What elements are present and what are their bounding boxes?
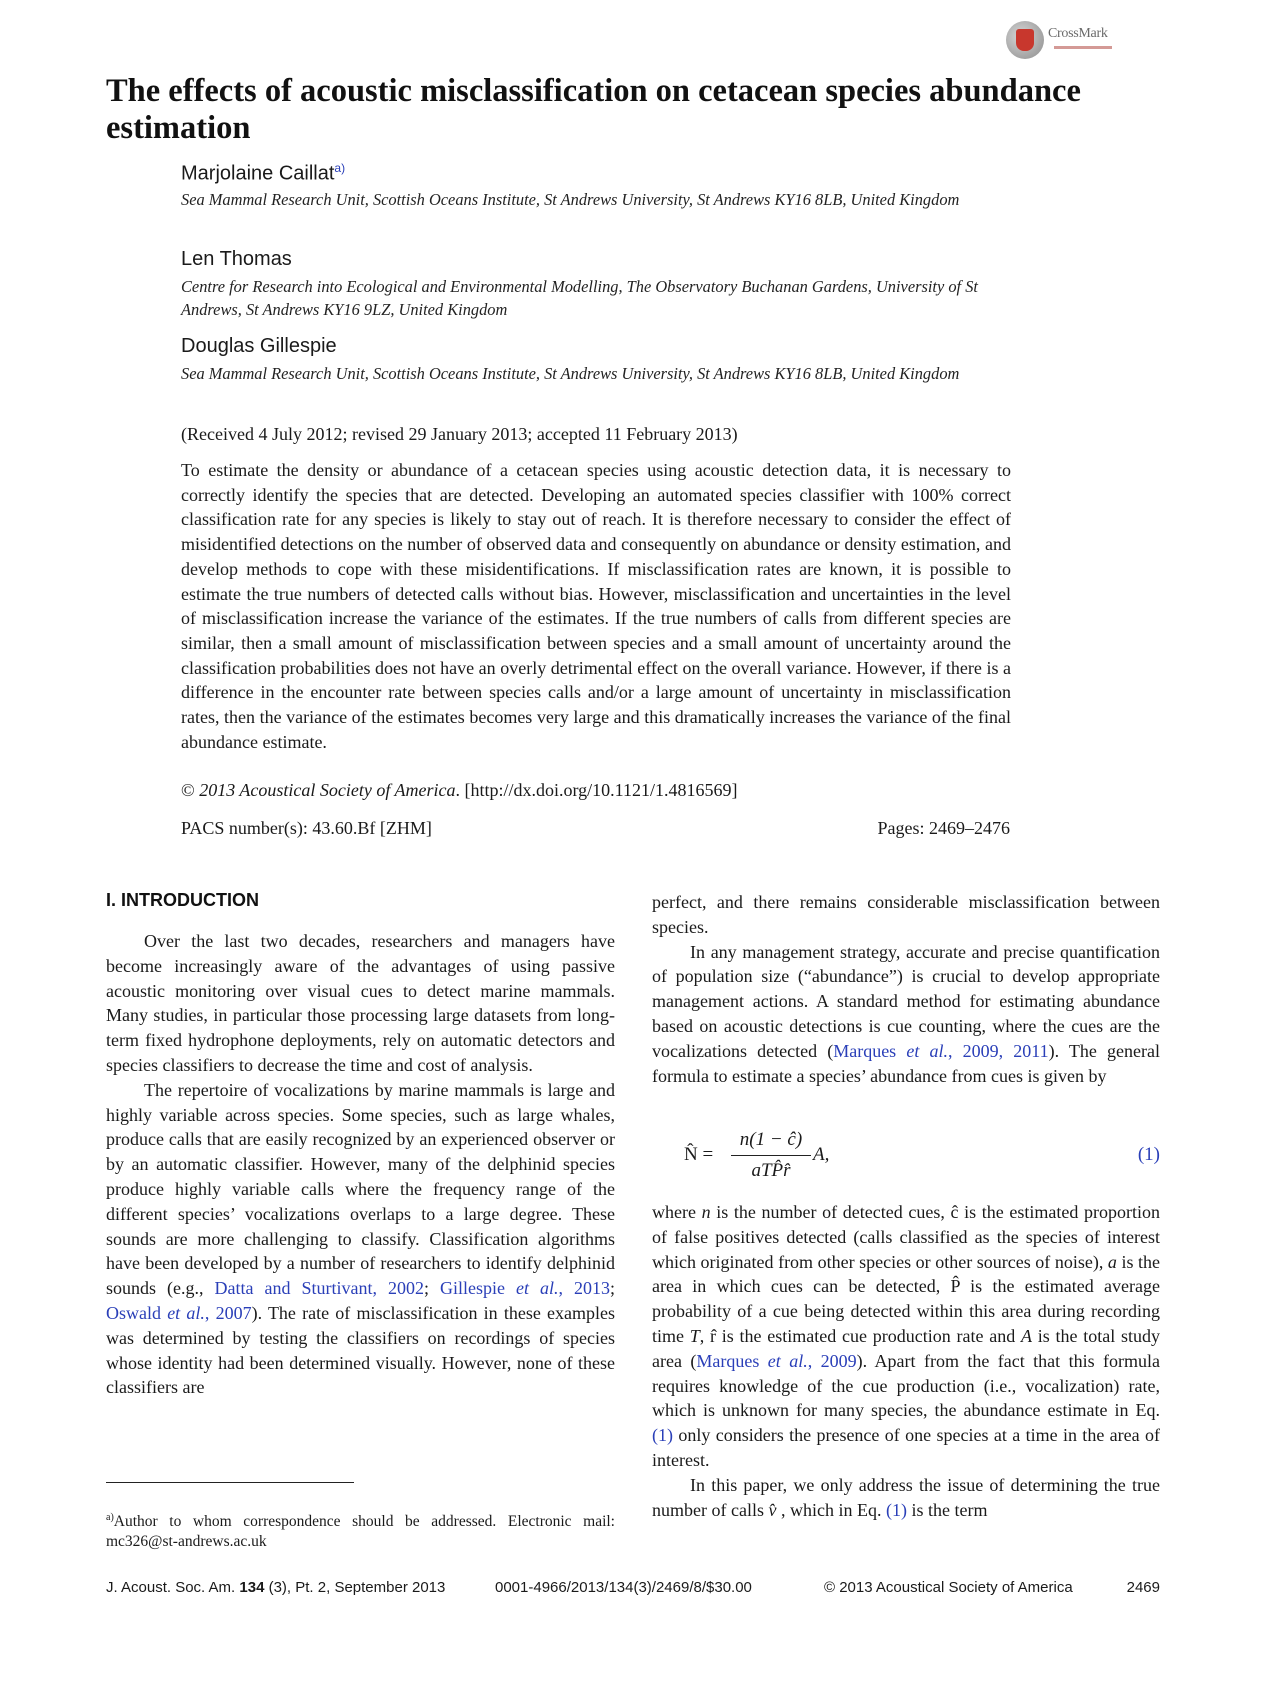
author-name-1: Marjolaine Caillat$^{a)}$ [181, 161, 346, 185]
intro-paragraph-4: where n is the number of detected cues, ĉ is the estimated proportion of false positives detected (calls classified as the species of interest which originated from other species or other sources of noise), a is the area in which cues can be detected, P̂ is the estimated average probability of a cue being detected within this area during recording time T, r̂ is the estimated cue production rate and A is the total study area (Marques et al., 2009). Apart from the fact that this formula requires knowledge of the cue production (i.e., vocalization) rate, which is unknown for many species, the abundance estimate in Eq. (1) only considers the presence of one species at a time in the area of interest. [652, 1202, 1160, 1470]
intro-paragraph-1: Over the last two decades, researchers and managers have become increasingly aware of the advantages of using passive acoustic monitoring over visual cues to detect marine mammals. Many studies, in particular those processing large datasets from long-term fixed hydrophone deployments, rely on automatic detectors and species classifiers to decrease the time and cost of analysis. [106, 931, 615, 1075]
crossmark-label: CrossMark [1048, 26, 1108, 41]
citation-link[interactable]: Datta and Sturtivant, 2002 [214, 1278, 424, 1299]
pacs-numbers: PACS number(s): 43.60.Bf [ZHM] [181, 818, 432, 838]
author-name-2: Len Thomas [181, 248, 292, 270]
abstract: To estimate the density or abundance of a cetacean species using acoustic detection data, it is necessary to correctly identify the species that are detected. Developing an automated species classifier with 100% correct classification rate for any species is likely to stay out of reach. It is therefore necessary to consider the effect of misidentified detections on the number of observed data and consequently on abundance or density estimation, and develop methods to cope with these misidentifications. If misclassification rates are known, it is possible to estimate the true numbers of detected calls without bias. However, misclassification and uncertainties in the level of misclassification increase the variance of the estimates. If the true numbers of calls from different species are similar, then a small amount of misclassification between species and a small amount of uncertainty around the classification probabilities does not have an overly detrimental effect on the overall variance. However, if there is a difference in the encounter rate between species calls and/or a large amount of uncertainty in misclassification rates, then the variance of the estimates becomes very large and this dramatically increases the variance of the final abundance estimate. [181, 460, 1011, 752]
author-affiliation-3: Sea Mammal Research Unit, Scottish Oceans Institute, St Andrews University, St Andrews KY16 8LB, United Kingdom [181, 364, 960, 383]
equation-ref-link[interactable]: (1) [885, 1499, 907, 1520]
page-number: 2469 [1126, 1579, 1160, 1596]
intro-paragraph-2-continued: perfect, and there remains considerable misclassification between species. [652, 892, 1160, 937]
equation-ref-link[interactable]: (1) [652, 1425, 673, 1446]
equation-fraction [731, 1127, 811, 1184]
section-heading: I. INTRODUCTION [106, 890, 259, 910]
citation-link[interactable]: Oswald et al., 2007 [106, 1302, 252, 1323]
left-column [106, 929, 615, 1400]
equation-denominator: aTP̂r̂ [751, 1160, 791, 1181]
equation-lhs: N̂ = [684, 1144, 714, 1165]
equation-number: (1) [1137, 1144, 1160, 1165]
intro-paragraph-2: The repertoire of vocalizations by marine mammals is large and highly variable across species. Some species, such as large whales, produce calls that are easily recognized by an experienced observer or by an automatic classifier. However, many of the delphinid species produce highly variable calls where the frequency range of the different species’ vocalizations overlaps to a large degree. These sounds are more challenging to classify. Classification algorithms have been developed by a number of researchers to identify delphinid sounds (e.g., Datta and Sturtivant, 2002; Gillespie et al., 2013; Oswald et al., 2007). The rate of misclassification in these examples was determined by testing the classifiers on recordings of species whose identity had been determined visually. However, none of these classifiers are [106, 1079, 615, 1398]
paper-title: The effects of acoustic misclassification on cetacean species abundance estimation [106, 73, 1081, 146]
author-name-3: Douglas Gillespie [181, 335, 337, 357]
right-column-bottom [652, 1200, 1160, 1522]
abstract-copyright: © 2013 Acoustical Society of America. [http://dx.doi.org/10.1121/1.4816569] [181, 780, 738, 800]
intro-paragraph-3: In any management strategy, accurate and precise quantification of population size (“abundance”) is crucial to develop appropriate management actions. A standard method for estimating abundance based on acoustic detections is cue counting, where the cues are the vocalizations detected (Marques et al., 2009, 2011). The general formula to estimate a species’ abundance from cues is given by [652, 941, 1160, 1086]
crossmark-icon [1006, 21, 1044, 59]
footnote: $^{a)}$Author to whom correspondence should be addressed. Electronic mail: mc326@st-andrews.ac.uk [106, 1512, 615, 1551]
equation-rhs: A, [813, 1144, 830, 1165]
right-column-top [652, 890, 1160, 1088]
equation-1 [684, 1127, 1160, 1187]
crossmark-sublabel-bar [1054, 46, 1112, 49]
footer-article-code: 0001-4966/2013/134(3)/2469/8/$30.00 [495, 1579, 752, 1596]
author-affiliation-1: Sea Mammal Research Unit, Scottish Oceans Institute, St Andrews University, St Andrews KY16 8LB, United Kingdom [181, 190, 960, 209]
author-footnote-link[interactable]: a) [334, 161, 346, 175]
footer-journal: J. Acoust. Soc. Am. 134 (3), Pt. 2, September 2013 [106, 1579, 446, 1596]
equation-numerator: n(1 − ĉ) [739, 1129, 803, 1150]
footer-copyright: © 2013 Acoustical Society of America [824, 1579, 1073, 1596]
citation-link[interactable]: Gillespie et al., 2013 [439, 1278, 610, 1299]
author-affiliation-2: Centre for Research into Ecological and Environmental Modelling, The Observatory Buchanan Gardens, University of St Andrews, St Andrews KY16 9LZ, United Kingdom [181, 277, 978, 319]
doi[interactable]: [http://dx.doi.org/10.1121/1.4816569] [464, 780, 738, 800]
citation-link[interactable]: Marques et al., 2009, 2011 [833, 1040, 1049, 1061]
footnote-divider [106, 1482, 354, 1483]
citation-link[interactable]: Marques et al., 2009 [696, 1350, 857, 1371]
intro-paragraph-5: In this paper, we only address the issue of determining the true number of calls v̂ , which in Eq. (1) is the term [652, 1474, 1160, 1520]
page-range: Pages: 2469–2476 [877, 818, 1010, 838]
crossmark-badge[interactable] [1006, 19, 1136, 61]
received-dates: (Received 4 July 2012; revised 29 January 2013; accepted 11 February 2013) [181, 424, 738, 444]
